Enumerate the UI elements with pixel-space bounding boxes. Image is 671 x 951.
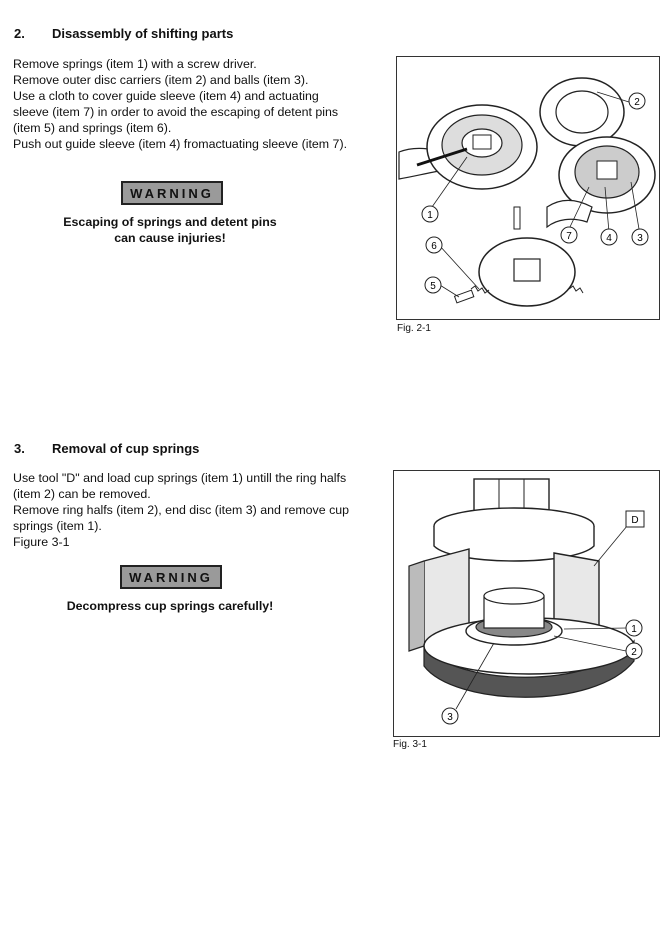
svg-text:D: D xyxy=(631,515,639,526)
svg-text:7: 7 xyxy=(566,231,572,242)
callout-1 xyxy=(626,620,642,636)
warning-message-2 xyxy=(40,214,300,246)
instruction-line: Figure 3-1 xyxy=(13,535,70,549)
callout-5 xyxy=(425,277,441,293)
figure-3-1-illustration xyxy=(394,471,659,736)
warning-badge-2 xyxy=(121,181,223,205)
callout-6 xyxy=(426,237,442,253)
figure-2-1 xyxy=(396,56,660,320)
callout-3 xyxy=(632,229,648,245)
figure-3-1-caption: Fig. 3-1 xyxy=(393,739,427,750)
svg-text:3: 3 xyxy=(637,233,643,244)
section-2-number: 2. xyxy=(14,26,25,41)
warning-message-3 xyxy=(40,598,300,614)
warning-badge-3 xyxy=(120,565,222,589)
callout-2 xyxy=(626,643,642,659)
svg-text:4: 4 xyxy=(606,233,612,244)
instruction-line: Remove springs (item 1) with a screw driver. xyxy=(13,57,257,71)
callout-4 xyxy=(601,229,617,245)
section-3-title: Removal of cup springs xyxy=(52,441,200,456)
section-3-heading xyxy=(14,441,199,456)
figure-3-1 xyxy=(393,470,660,737)
svg-text:2: 2 xyxy=(634,97,640,108)
warning-line: Escaping of springs and detent pins xyxy=(63,215,277,229)
svg-text:1: 1 xyxy=(427,210,433,221)
svg-text:3: 3 xyxy=(447,712,453,723)
section-2-instructions xyxy=(13,56,347,152)
figure-2-1-caption: Fig. 2-1 xyxy=(397,323,431,334)
warning-line: can cause injuries! xyxy=(114,231,226,245)
warning-line: Decompress cup springs carefully! xyxy=(66,599,274,613)
instruction-line: (item 2) can be removed. xyxy=(13,487,151,501)
callout-2 xyxy=(629,93,645,109)
callout-3 xyxy=(442,708,458,724)
section-2-heading xyxy=(14,26,233,41)
svg-text:2: 2 xyxy=(631,647,637,658)
instruction-line: sleeve (item 7) in order to avoid the escaping of detent pins xyxy=(13,105,339,119)
instruction-line: Use tool "D" and load cup springs (item 1) untill the ring halfs xyxy=(13,471,347,485)
svg-text:1: 1 xyxy=(631,624,637,635)
instruction-line: Push out guide sleeve (item 4) fromactuating sleeve (item 7). xyxy=(13,137,348,151)
warning-label: WARNING xyxy=(129,569,213,585)
section-3-number: 3. xyxy=(14,441,25,456)
instruction-line: Remove ring halfs (item 2), end disc (item 3) and remove cup xyxy=(13,503,350,517)
figure-2-1-illustration xyxy=(397,57,659,319)
svg-text:6: 6 xyxy=(431,241,437,252)
section-2-title: Disassembly of shifting parts xyxy=(52,26,234,41)
svg-text:5: 5 xyxy=(430,281,436,292)
instruction-line: springs (item 1). xyxy=(13,519,102,533)
section-3-instructions xyxy=(13,470,349,550)
callout-1 xyxy=(422,206,438,222)
instruction-line: Remove outer disc carriers (item 2) and balls (item 3). xyxy=(13,73,309,87)
warning-label: WARNING xyxy=(130,185,214,201)
spring-drawing xyxy=(569,286,583,293)
instruction-line: Use a cloth to cover guide sleeve (item 4) and actuating xyxy=(13,89,319,103)
callout-D xyxy=(626,511,644,527)
instruction-line: (item 5) and springs (item 6). xyxy=(13,121,172,135)
callout-7 xyxy=(561,227,577,243)
detent-pin-drawing xyxy=(514,207,520,229)
